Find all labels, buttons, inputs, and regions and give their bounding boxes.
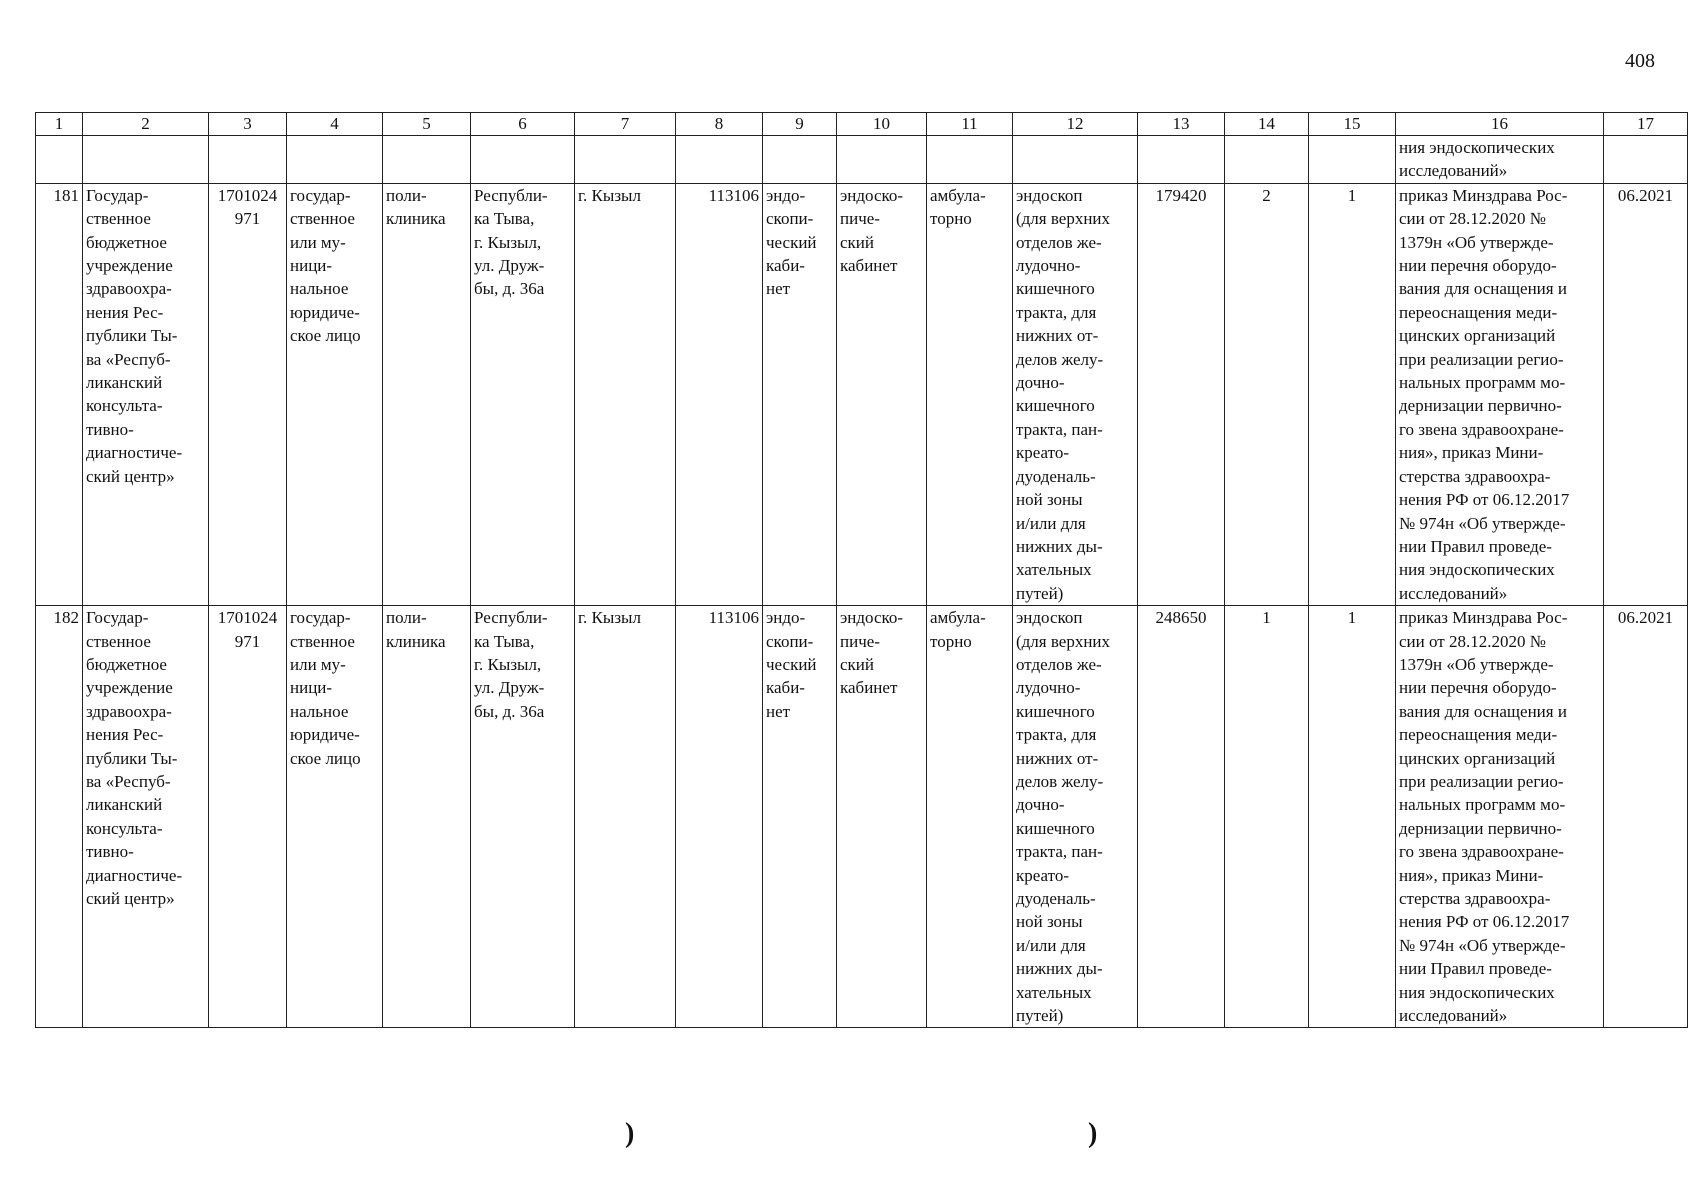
facility-type: поли- клиника bbox=[383, 606, 471, 1028]
header-cell: 16 bbox=[1396, 113, 1604, 136]
header-cell: 13 bbox=[1138, 113, 1225, 136]
inn: 1701024 971 bbox=[209, 606, 287, 1028]
header-cell: 6 bbox=[471, 113, 575, 136]
table-row bbox=[36, 606, 1688, 1028]
organization-name: Государ- ственное бюджетное учреждение здравоохра- нения Рес- публики Ты- ва «Респуб- ликанский консульта- тивно- диагностиче- ский центр» bbox=[83, 183, 209, 605]
inn: 1701024 971 bbox=[209, 183, 287, 605]
quantity-14: 1 bbox=[1225, 606, 1309, 1028]
binding-mark: ) bbox=[1088, 1118, 1098, 1149]
continuation-row bbox=[36, 136, 1688, 184]
header-cell: 4 bbox=[287, 113, 383, 136]
header-cell: 7 bbox=[575, 113, 676, 136]
binding-mark: ) bbox=[625, 1118, 635, 1149]
care-mode: амбула- торно bbox=[927, 606, 1013, 1028]
unit: эндо- скопи- ческий каби- нет bbox=[763, 606, 837, 1028]
date: 06.2021 bbox=[1604, 606, 1688, 1028]
code: 113106 bbox=[676, 183, 763, 605]
equipment: эндоскоп (для верхних отделов же- лудочно- кишечного тракта, для нижних от- делов желу- дочно- кишечного тракта, пан- креато- дуоденаль- ной зоны и/или для нижних ды- хательных путей) bbox=[1013, 183, 1138, 605]
header-cell: 15 bbox=[1309, 113, 1396, 136]
address: Республи- ка Тыва, г. Кызыл, ул. Друж- бы, д. 36а bbox=[471, 606, 575, 1028]
basis: приказ Минздрава Рос- сии от 28.12.2020 № 1379н «Об утвержде- нии перечня оборудо- вания для оснащения и переоснащения меди- цинских организаций при реализации регио- нальных программ мо- дернизации первично- го звена здравоохране- ния», приказ Мини- стерства здравоохра- нения РФ от 06.12.2017 № 974н «Об утвержде- нии Правил проведе- ния эндоскопических исследований» bbox=[1396, 183, 1604, 605]
page-number: 408 bbox=[1625, 50, 1655, 72]
quantity-15: 1 bbox=[1309, 183, 1396, 605]
continuation-basis: ния эндоскопических исследований» bbox=[1396, 136, 1604, 184]
row-number: 181 bbox=[36, 183, 83, 605]
header-cell: 8 bbox=[676, 113, 763, 136]
row-number: 182 bbox=[36, 606, 83, 1028]
unit: эндо- скопи- ческий каби- нет bbox=[763, 183, 837, 605]
room: эндоско- пиче- ский кабинет bbox=[837, 606, 927, 1028]
header-cell: 17 bbox=[1604, 113, 1688, 136]
room: эндоско- пиче- ский кабинет bbox=[837, 183, 927, 605]
care-mode: амбула- торно bbox=[927, 183, 1013, 605]
legal-form: государ- ственное или му- ници- нальное юридиче- ское лицо bbox=[287, 606, 383, 1028]
header-cell: 2 bbox=[83, 113, 209, 136]
organization-name: Государ- ственное бюджетное учреждение здравоохра- нения Рес- публики Ты- ва «Респуб- ликанский консульта- тивно- диагностиче- ский центр» bbox=[83, 606, 209, 1028]
date: 06.2021 bbox=[1604, 183, 1688, 605]
register-table bbox=[35, 112, 1688, 1028]
quantity-14: 2 bbox=[1225, 183, 1309, 605]
header-cell: 12 bbox=[1013, 113, 1138, 136]
code: 113106 bbox=[676, 606, 763, 1028]
header-cell: 14 bbox=[1225, 113, 1309, 136]
address: Республи- ка Тыва, г. Кызыл, ул. Друж- бы, д. 36а bbox=[471, 183, 575, 605]
quantity-15: 1 bbox=[1309, 606, 1396, 1028]
table-row bbox=[36, 183, 1688, 605]
header-cell: 1 bbox=[36, 113, 83, 136]
header-cell: 9 bbox=[763, 113, 837, 136]
header-cell: 11 bbox=[927, 113, 1013, 136]
header-cell: 10 bbox=[837, 113, 927, 136]
header-cell: 3 bbox=[209, 113, 287, 136]
facility-type: поли- клиника bbox=[383, 183, 471, 605]
price: 179420 bbox=[1138, 183, 1225, 605]
equipment: эндоскоп (для верхних отделов же- лудочно- кишечного тракта, для нижних от- делов желу- дочно- кишечного тракта, пан- креато- дуоденаль- ной зоны и/или для нижних ды- хательных путей) bbox=[1013, 606, 1138, 1028]
basis: приказ Минздрава Рос- сии от 28.12.2020 № 1379н «Об утвержде- нии перечня оборудо- вания для оснащения и переоснащения меди- цинских организаций при реализации регио- нальных программ мо- дернизации первично- го звена здравоохране- ния», приказ Мини- стерства здравоохра- нения РФ от 06.12.2017 № 974н «Об утвержде- нии Правил проведе- ния эндоскопических исследований» bbox=[1396, 606, 1604, 1028]
city: г. Кызыл bbox=[575, 183, 676, 605]
header-row bbox=[36, 113, 1688, 136]
price: 248650 bbox=[1138, 606, 1225, 1028]
header-cell: 5 bbox=[383, 113, 471, 136]
legal-form: государ- ственное или му- ници- нальное юридиче- ское лицо bbox=[287, 183, 383, 605]
city: г. Кызыл bbox=[575, 606, 676, 1028]
